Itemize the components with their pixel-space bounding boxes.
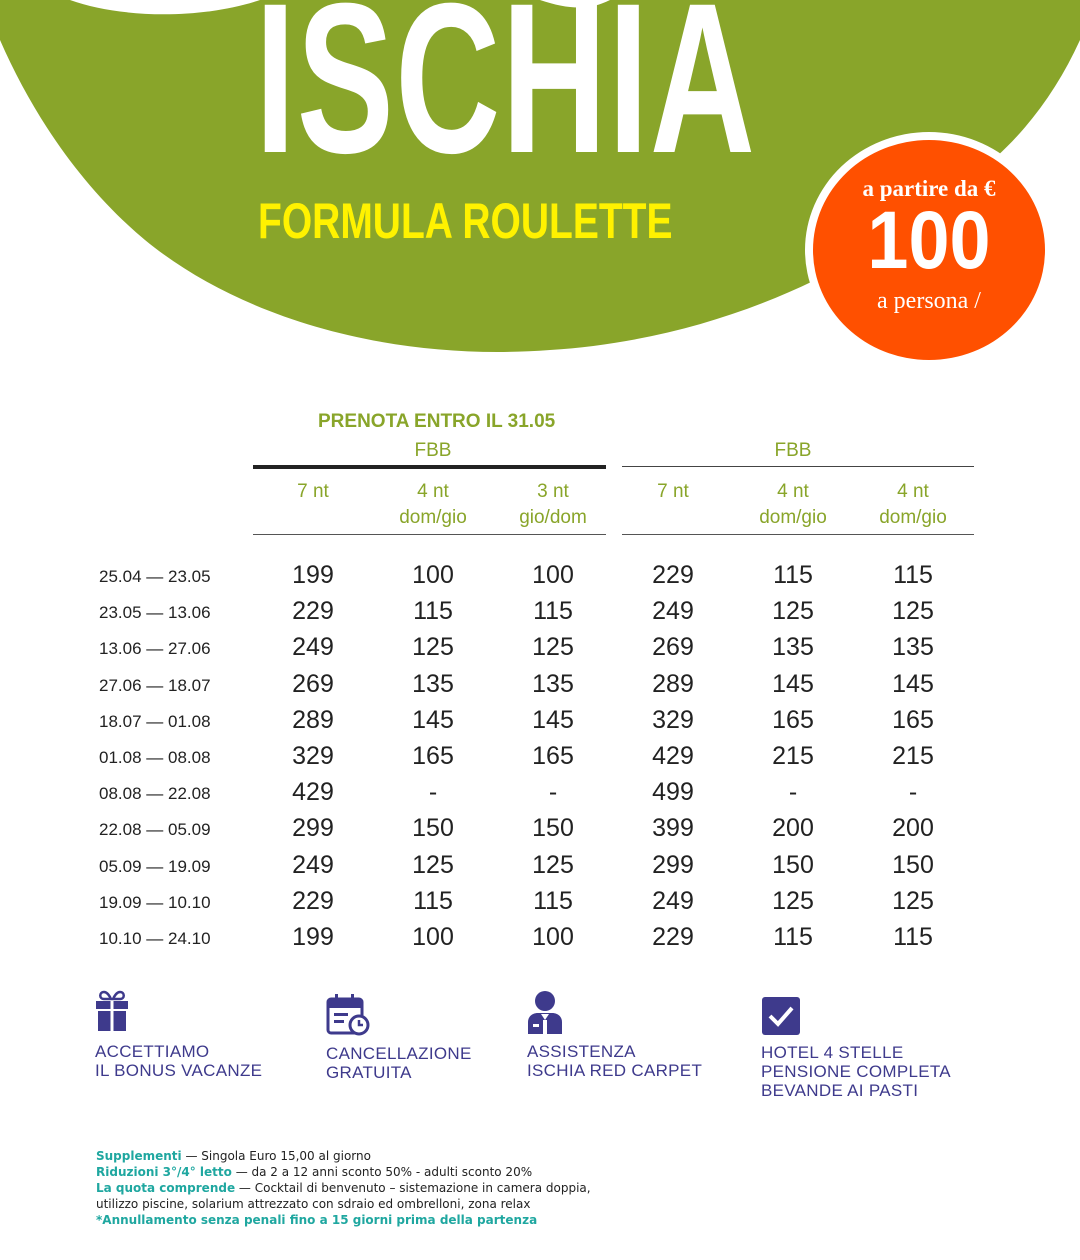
formula-subtitle: FORMULA ROULETTE [258, 193, 673, 249]
period-cell: 22.08 — 05.09 [99, 820, 211, 840]
price-cell: 145 [412, 705, 454, 734]
feature-line: BEVANDE AI PASTI [761, 1081, 919, 1100]
table-row [0, 885, 1080, 921]
table-row [0, 631, 1080, 667]
note-line [96, 1164, 591, 1180]
price-cell: 125 [892, 597, 934, 626]
price-cell: - [548, 778, 558, 807]
calendar-clock-icon [326, 994, 370, 1036]
price-from-label: a partire da € [862, 176, 996, 201]
price-cell: 249 [652, 597, 694, 626]
feature-line: PENSIONE COMPLETA [761, 1062, 951, 1081]
column-header [613, 479, 733, 505]
price-cell: 135 [772, 633, 814, 662]
note-line [96, 1180, 591, 1196]
price-cell: 249 [652, 886, 694, 915]
price-cell: 229 [652, 923, 694, 951]
price-cell: 269 [652, 633, 694, 662]
price-cell: 150 [532, 814, 574, 843]
note-text: utilizzo piscine, solarium attrezzato con sdraio ed ombrelloni, zona relax [96, 1197, 531, 1211]
price-cell: 125 [892, 886, 934, 915]
terms-notes [96, 1148, 591, 1228]
period-cell: 13.06 — 27.06 [99, 639, 211, 659]
price-cell: 199 [292, 923, 334, 951]
price-cell: 399 [652, 814, 694, 843]
period-cell: 27.06 — 18.07 [99, 675, 211, 695]
price-cell: 499 [652, 778, 694, 807]
price-cell: 200 [772, 814, 814, 843]
price-cell: 150 [892, 850, 934, 879]
note-line [96, 1212, 591, 1228]
price-cell: 329 [292, 742, 334, 770]
column-header-days: dom/gio [759, 507, 827, 528]
price-cell: 115 [533, 886, 573, 915]
price-cell: 100 [532, 561, 574, 589]
price-cell: 249 [292, 850, 334, 879]
price-cell: 329 [652, 705, 694, 734]
header-rule-standard [622, 466, 974, 467]
column-header-days: dom/gio [879, 507, 947, 528]
note-line [96, 1148, 591, 1164]
price-cell: 269 [292, 669, 334, 698]
column-header [853, 479, 973, 531]
table-row [0, 776, 1080, 812]
feature-hotel [761, 996, 951, 1100]
note-key: Supplementi [96, 1149, 182, 1163]
price-badge [805, 132, 1053, 368]
column-header-days: gio/dom [519, 507, 587, 528]
price-cell: 125 [532, 633, 574, 662]
feature-line: HOTEL 4 STELLE [761, 1043, 904, 1062]
price-cell: 135 [892, 633, 934, 662]
price-cell: 145 [532, 705, 574, 734]
feature-free-cancellation [326, 994, 472, 1082]
feature-line: IL BONUS VACANZE [95, 1061, 263, 1080]
feature-line: ACCETTIAMO [95, 1042, 210, 1061]
column-header-nights: 4 nt [417, 481, 449, 502]
group-header-standard: FBB [774, 440, 812, 461]
note-text: — Singola Euro 15,00 al giorno [181, 1149, 371, 1163]
period-cell: 10.10 — 24.10 [99, 929, 211, 948]
price-cell: 299 [652, 850, 694, 879]
period-cell: 18.07 — 01.08 [99, 711, 211, 731]
booking-deadline: PRENOTA ENTRO IL 31.05 [318, 411, 556, 432]
destination-title: ISCHIA [255, 0, 757, 198]
column-header [493, 479, 613, 531]
column-header-nights: 7 nt [297, 481, 329, 502]
price-cell: 115 [413, 886, 453, 915]
price-cell: 125 [772, 597, 814, 626]
feature-line: CANCELLAZIONE [326, 1044, 472, 1063]
price-cell: 125 [772, 886, 814, 915]
table-row [0, 921, 1080, 957]
price-cell: 125 [532, 850, 574, 879]
column-header-nights: 7 nt [657, 481, 689, 502]
price-cell: 135 [532, 669, 574, 698]
price-cell: 429 [292, 778, 334, 807]
group-header-early: FBB [414, 440, 452, 461]
period-cell: 19.09 — 10.10 [99, 892, 211, 912]
note-key: *Annullamento senza penali fino a 15 giorni prima della partenza [96, 1213, 538, 1227]
price-cell: 100 [412, 923, 454, 951]
price-cell: 115 [413, 597, 453, 626]
price-cell: 115 [893, 561, 933, 589]
note-text: — da 2 a 12 anni sconto 50% - adulti sconto 20% [231, 1165, 533, 1179]
period-cell: 01.08 — 08.08 [99, 748, 211, 767]
price-cell: 115 [773, 561, 813, 589]
price-cell: 299 [292, 814, 334, 843]
price-cell: 229 [292, 886, 334, 915]
price-cell: 215 [772, 742, 814, 770]
price-cell: 125 [412, 850, 454, 879]
price-cell: - [908, 778, 918, 807]
price-cell: 100 [532, 923, 574, 951]
table-row [0, 812, 1080, 848]
note-text: — Cocktail di benvenuto – sistemazione in camera doppia, [235, 1181, 591, 1195]
price-amount: 100 [867, 195, 991, 286]
column-header [253, 479, 373, 505]
table-row [0, 849, 1080, 885]
feature-line: ASSISTENZA [527, 1042, 636, 1061]
column-header-days: dom/gio [399, 507, 467, 528]
column-rule-standard [622, 534, 974, 535]
price-cell: 115 [893, 923, 933, 951]
price-cell: 165 [532, 742, 574, 770]
feature-line: GRATUITA [326, 1063, 412, 1082]
column-rule-early [253, 534, 606, 535]
price-cell: 145 [772, 669, 814, 698]
price-cell: 115 [533, 597, 573, 626]
price-cell: 229 [652, 561, 694, 589]
checkbox-icon [761, 996, 801, 1036]
price-cell: 150 [772, 850, 814, 879]
price-cell: 150 [412, 814, 454, 843]
price-cell: - [428, 778, 438, 807]
price-cell: 115 [773, 923, 813, 951]
period-cell: 08.08 — 22.08 [99, 784, 211, 804]
price-cell: 165 [772, 705, 814, 734]
table-row [0, 559, 1080, 595]
table-row [0, 704, 1080, 740]
price-cell: 229 [292, 597, 334, 626]
header-rule-early [253, 465, 606, 469]
feature-bonus-vacanze [95, 990, 262, 1080]
gift-icon [95, 990, 129, 1032]
price-cell: 125 [412, 633, 454, 662]
price-cell: 289 [292, 705, 334, 734]
price-cell: 289 [652, 669, 694, 698]
period-cell: 05.09 — 19.09 [99, 856, 211, 876]
column-header-nights: 3 nt [537, 481, 569, 502]
period-cell: 25.04 — 23.05 [99, 567, 211, 586]
price-cell: 429 [652, 742, 694, 770]
note-key: Riduzioni 3°/4° letto [96, 1165, 232, 1179]
concierge-icon [527, 990, 563, 1034]
price-cell: 200 [892, 814, 934, 843]
period-cell: 23.05 — 13.06 [99, 603, 211, 623]
feature-line: ISCHIA RED CARPET [527, 1061, 703, 1080]
price-cell: 249 [292, 633, 334, 662]
note-key: La quota comprende [96, 1181, 236, 1195]
price-cell: 165 [892, 705, 934, 734]
table-row [0, 740, 1080, 776]
table-row [0, 595, 1080, 631]
column-header-nights: 4 nt [897, 481, 929, 502]
price-per-label: a persona / [877, 288, 981, 314]
column-header-nights: 4 nt [777, 481, 809, 502]
price-cell: 100 [412, 561, 454, 589]
column-header [733, 479, 853, 531]
table-row [0, 668, 1080, 704]
price-cell: 165 [412, 742, 454, 770]
feature-assistance [527, 990, 702, 1080]
column-header [373, 479, 493, 531]
price-cell: 135 [412, 669, 454, 698]
price-cell: - [788, 778, 798, 807]
price-cell: 145 [892, 669, 934, 698]
note-line [96, 1196, 591, 1212]
price-cell: 215 [892, 742, 934, 770]
price-cell: 199 [292, 561, 334, 589]
